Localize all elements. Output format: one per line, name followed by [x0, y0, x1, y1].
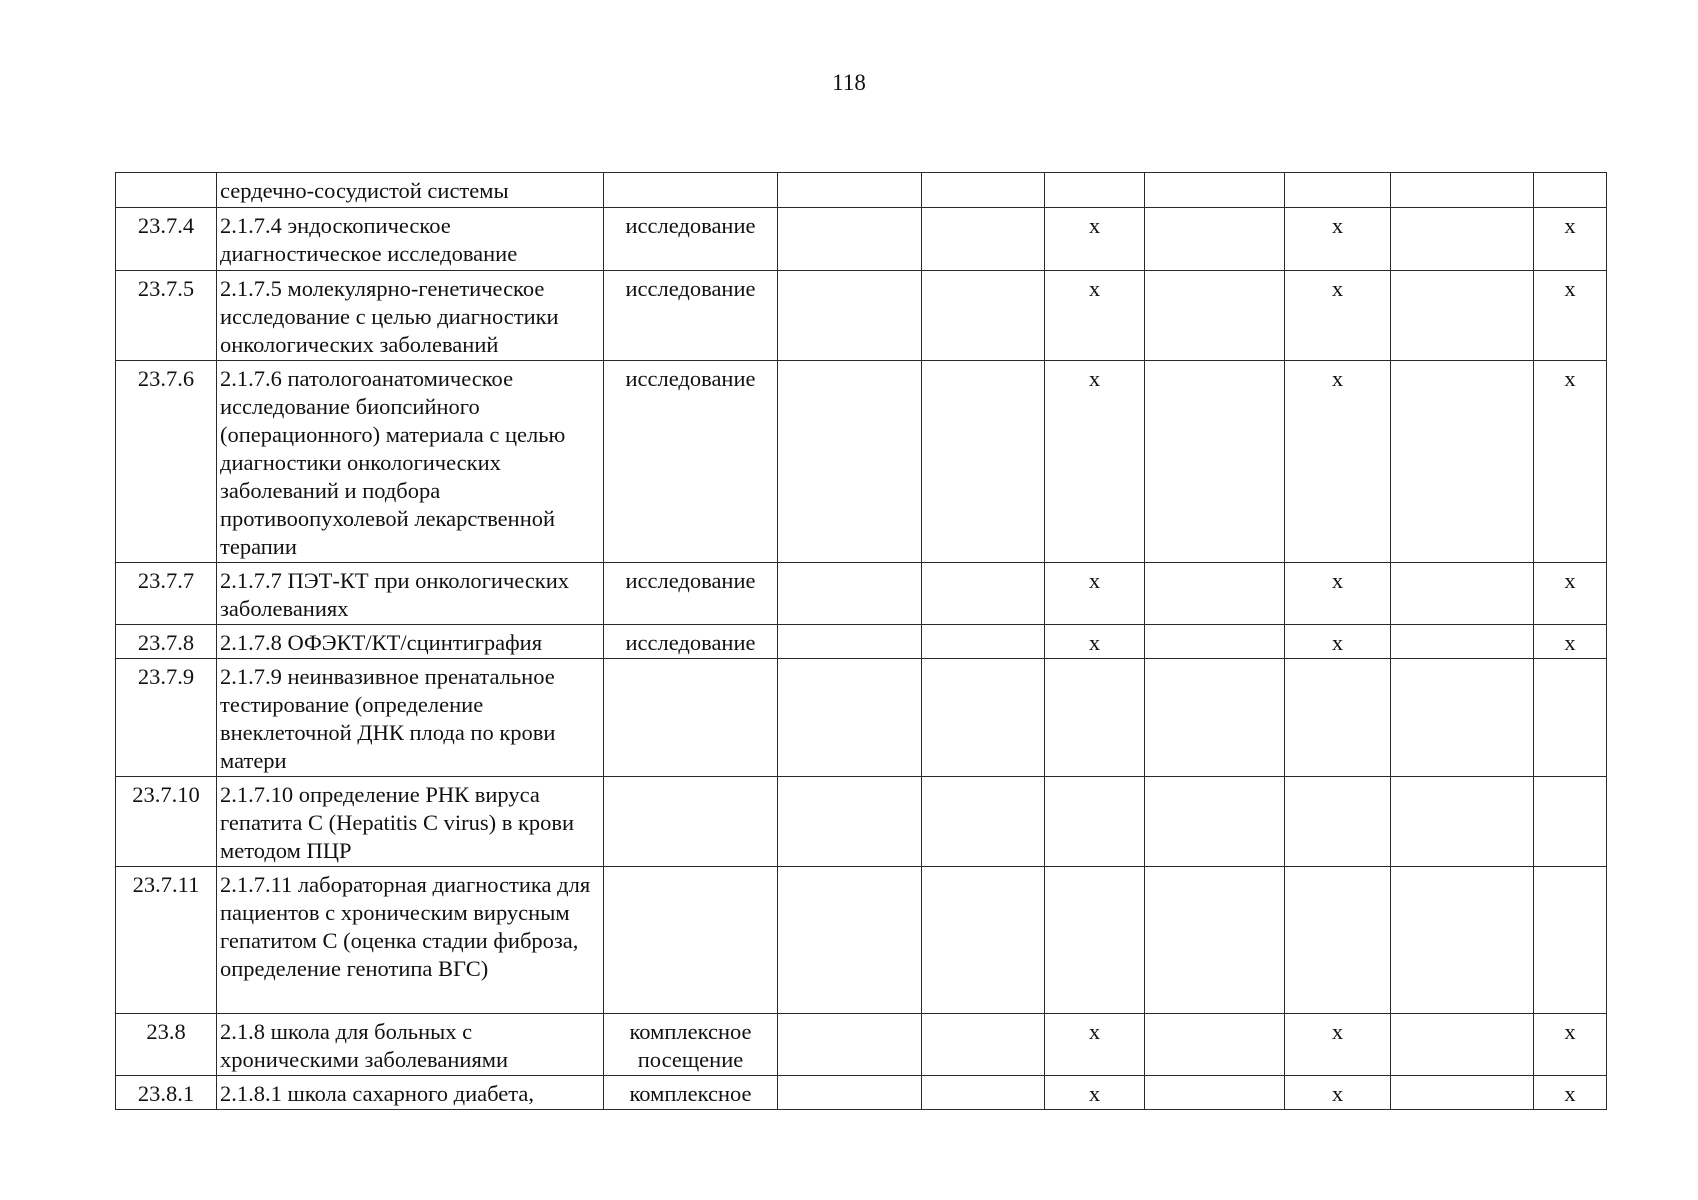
table-row — [116, 777, 1607, 867]
x-mark-cell: х — [1285, 563, 1391, 625]
unit-cell: исследование — [604, 271, 778, 361]
x-mark-cell: х — [1045, 625, 1145, 659]
x-mark-cell: х — [1534, 1076, 1607, 1110]
services-table — [115, 172, 1607, 1110]
x-mark-cell: х — [1045, 271, 1145, 361]
x-mark-cell — [1045, 173, 1145, 208]
unit-cell — [604, 173, 778, 208]
x-mark-cell: х — [1285, 1076, 1391, 1110]
page-number: 118 — [832, 70, 866, 95]
unit-cell — [604, 777, 778, 867]
table-row — [116, 271, 1607, 361]
x-mark-cell: х — [1285, 271, 1391, 361]
service-name-cell: 2.1.7.4 эндоскопическое диагностическое исследование — [217, 208, 604, 271]
service-name-cell: 2.1.7.9 неинвазивное пренатальное тестирование (определение внеклеточной ДНК плода по крови матери — [217, 659, 604, 777]
empty-cell — [1145, 625, 1285, 659]
empty-cell — [1391, 1076, 1534, 1110]
empty-cell — [1145, 1076, 1285, 1110]
row-number-cell: 23.7.4 — [116, 208, 217, 271]
empty-cell — [922, 625, 1045, 659]
empty-cell — [1391, 563, 1534, 625]
empty-cell — [922, 208, 1045, 271]
service-name-cell: 2.1.7.7 ПЭТ-КТ при онкологических заболеваниях — [217, 563, 604, 625]
service-name-cell: 2.1.7.6 патологоанатомическое исследование биопсийного (операционного) материала с целью диагностики онкологических заболеваний и подбора противоопухолевой лекарственной терапии — [217, 361, 604, 563]
x-mark-cell — [1045, 867, 1145, 1014]
x-mark-cell: х — [1534, 271, 1607, 361]
table-row — [116, 1014, 1607, 1076]
empty-cell — [1391, 625, 1534, 659]
empty-cell — [922, 1076, 1045, 1110]
x-mark-cell: х — [1045, 361, 1145, 563]
row-number-cell: 23.7.11 — [116, 867, 217, 1014]
table-row — [116, 361, 1607, 563]
empty-cell — [1391, 271, 1534, 361]
empty-cell — [778, 659, 922, 777]
unit-cell: комплексное — [604, 1076, 778, 1110]
service-name-cell: 2.1.7.5 молекулярно-генетическое исследование с целью диагностики онкологических заболеваний — [217, 271, 604, 361]
table-row — [116, 208, 1607, 271]
x-mark-cell: х — [1534, 625, 1607, 659]
x-mark-cell — [1045, 777, 1145, 867]
row-number-cell: 23.7.6 — [116, 361, 217, 563]
unit-cell: исследование — [604, 563, 778, 625]
table-row — [116, 563, 1607, 625]
empty-cell — [1145, 361, 1285, 563]
service-name-cell: 2.1.7.11 лабораторная диагностика для пациентов с хроническим вирусным гепатитом С (оценка стадии фиброза, определение генотипа ВГС) — [217, 867, 604, 1014]
empty-cell — [1145, 867, 1285, 1014]
service-name-cell: 2.1.7.8 ОФЭКТ/КТ/сцинтиграфия — [217, 625, 604, 659]
empty-cell — [1391, 867, 1534, 1014]
empty-cell — [1145, 271, 1285, 361]
empty-cell — [922, 361, 1045, 563]
unit-cell: исследование — [604, 625, 778, 659]
row-number-cell: 23.8.1 — [116, 1076, 217, 1110]
unit-cell — [604, 867, 778, 1014]
unit-cell: исследование — [604, 361, 778, 563]
empty-cell — [1391, 777, 1534, 867]
service-name-cell: 2.1.7.10 определение РНК вируса гепатита С (Hepatitis C virus) в крови методом ПЦР — [217, 777, 604, 867]
empty-cell — [922, 271, 1045, 361]
empty-cell — [778, 563, 922, 625]
x-mark-cell — [1534, 173, 1607, 208]
x-mark-cell: х — [1534, 563, 1607, 625]
empty-cell — [922, 659, 1045, 777]
x-mark-cell — [1534, 777, 1607, 867]
empty-cell — [922, 777, 1045, 867]
x-mark-cell: х — [1534, 361, 1607, 563]
empty-cell — [778, 777, 922, 867]
x-mark-cell — [1045, 659, 1145, 777]
unit-cell: комплексное посещение — [604, 1014, 778, 1076]
empty-cell — [778, 361, 922, 563]
x-mark-cell: х — [1285, 208, 1391, 271]
x-mark-cell — [1285, 867, 1391, 1014]
row-number-cell: 23.7.9 — [116, 659, 217, 777]
empty-cell — [778, 625, 922, 659]
row-number-cell: 23.8 — [116, 1014, 217, 1076]
empty-cell — [922, 1014, 1045, 1076]
x-mark-cell — [1285, 173, 1391, 208]
empty-cell — [1391, 361, 1534, 563]
empty-cell — [922, 867, 1045, 1014]
x-mark-cell: х — [1045, 208, 1145, 271]
row-number-cell: 23.7.5 — [116, 271, 217, 361]
empty-cell — [1145, 1014, 1285, 1076]
row-number-cell: 23.7.7 — [116, 563, 217, 625]
empty-cell — [778, 1076, 922, 1110]
service-name-cell: сердечно-сосудистой системы — [217, 173, 604, 208]
table-row — [116, 659, 1607, 777]
x-mark-cell: х — [1534, 208, 1607, 271]
x-mark-cell: х — [1285, 361, 1391, 563]
empty-cell — [778, 173, 922, 208]
unit-cell: исследование — [604, 208, 778, 271]
empty-cell — [1145, 208, 1285, 271]
empty-cell — [1145, 777, 1285, 867]
table-row — [116, 1076, 1607, 1110]
x-mark-cell: х — [1285, 1014, 1391, 1076]
empty-cell — [1391, 173, 1534, 208]
service-name-cell: 2.1.8.1 школа сахарного диабета, — [217, 1076, 604, 1110]
x-mark-cell: х — [1534, 1014, 1607, 1076]
table-row — [116, 867, 1607, 1014]
table-row — [116, 173, 1607, 208]
x-mark-cell — [1285, 777, 1391, 867]
empty-cell — [922, 173, 1045, 208]
row-number-cell — [116, 173, 217, 208]
empty-cell — [1145, 563, 1285, 625]
row-number-cell: 23.7.8 — [116, 625, 217, 659]
empty-cell — [778, 867, 922, 1014]
empty-cell — [1391, 659, 1534, 777]
x-mark-cell — [1534, 659, 1607, 777]
service-name-cell: 2.1.8 школа для больных с хроническими заболеваниями — [217, 1014, 604, 1076]
empty-cell — [1145, 173, 1285, 208]
empty-cell — [922, 563, 1045, 625]
row-number-cell: 23.7.10 — [116, 777, 217, 867]
x-mark-cell: х — [1285, 625, 1391, 659]
x-mark-cell — [1534, 867, 1607, 1014]
empty-cell — [1145, 659, 1285, 777]
empty-cell — [778, 1014, 922, 1076]
x-mark-cell: х — [1045, 563, 1145, 625]
x-mark-cell: х — [1045, 1076, 1145, 1110]
empty-cell — [1391, 208, 1534, 271]
x-mark-cell: х — [1045, 1014, 1145, 1076]
x-mark-cell — [1285, 659, 1391, 777]
empty-cell — [778, 271, 922, 361]
unit-cell — [604, 659, 778, 777]
empty-cell — [778, 208, 922, 271]
table-row — [116, 625, 1607, 659]
empty-cell — [1391, 1014, 1534, 1076]
